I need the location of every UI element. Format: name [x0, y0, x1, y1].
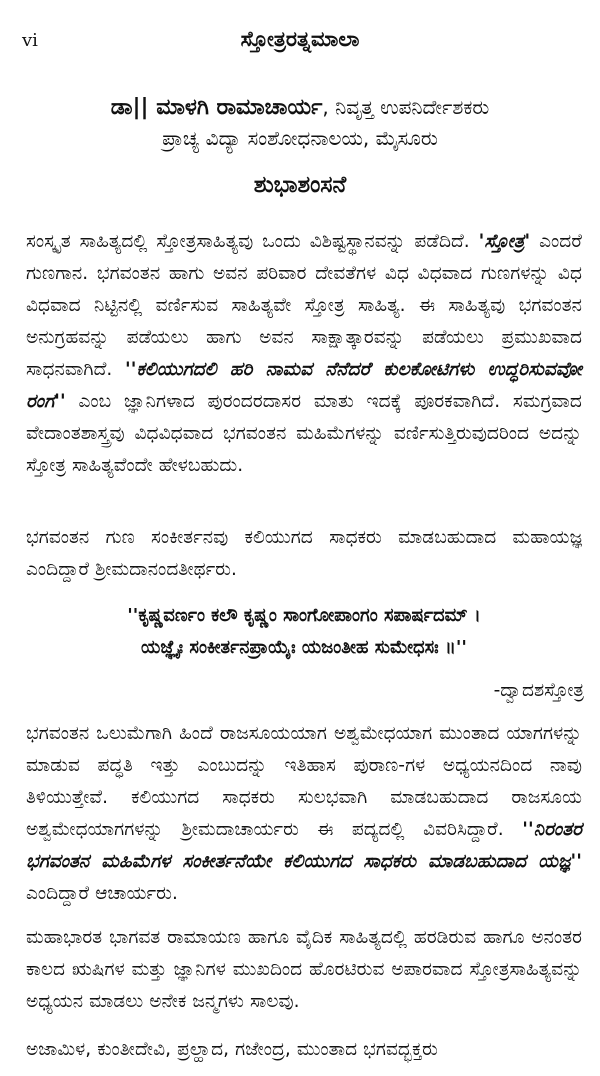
author-institution: ಪ್ರಾಚ್ಯ ವಿದ್ಯಾ ಸಂಶೋಧನಾಲಯ, ಮೈಸೂರು: [162, 126, 438, 150]
paragraph-1: [26, 226, 582, 482]
p1-emphasis-stotra: 'ಸ್ತೋತ್ರ': [478, 231, 531, 252]
paragraph-4: ಮಹಾಭಾರತ ಭಾಗವತ ರಾಮಾಯಣ ಹಾಗೂ ವೈದಿಕ ಸಾಹಿತ್ಯದಲ್ಲಿ ಹರಡಿರುವ ಹಾಗೂ ಅನಂತರ ಕಾಲದ ಋಷಿಗಳ ಮತ್ತು ಜ್ಞಾನಿಗಳ ಮುಖದಿಂದ ಹೊರಟಿರುವ ಅಪಾರವಾದ ಸ್ತೋತ್ರಸಾಹಿತ್ಯವನ್ನು ಅಧ್ಯಯನ ಮಾಡಲು ಅನೇಕ ಜನ್ಮಗಳು ಸಾಲವು.: [26, 927, 582, 1012]
author-designation: , ನಿವೃತ್ತ ಉಪನಿರ್ದೇಶಕರು: [322, 95, 490, 119]
p1-quote-purandaradasa: ''ಕಲಿಯುಗದಲಿ ಹರಿ ನಾಮವ ನೆನೆದರೆ ಕುಲಕೋಟಿಗಳು ಉದ್ಧರಿಸುವವೋ ರಂಗ'': [26, 359, 582, 412]
running-title: ಸ್ತೋತ್ರರತ್ನಮಾಲಾ: [240, 26, 360, 51]
p1-text-a: ಸಂಸ್ಕೃತ ಸಾಹಿತ್ಯದಲ್ಲಿ ಸ್ತೋತ್ರಸಾಹಿತ್ಯವು ಒಂದು ವಿಶಿಷ್ಟಸ್ಥಾನವನ್ನು ಪಡೆದಿದೆ.: [26, 231, 479, 252]
p1-text-c: ಎಂದರೆ ಗುಣಗಾನ. ಭಗವಂತನ ಹಾಗು ಅವನ ಪರಿವಾರ ದೇವತೆಗಳ ವಿಧ ವಿಧವಾದ ಗುಣಗಳನ್ನು ವಿಧ ವಿಧವಾದ ನಿಟ್ಟಿನಲ್ಲಿ ವರ್ಣಿಸುವ ಸಾಹಿತ್ಯವೇ ಸ್ತೋತ್ರ ಸಾಹಿತ್ಯ. ಈ ಸಾಹಿತ್ಯವು ಭಗವಂತನ ಅನುಗ್ರಹವನ್ನು ಪಡೆಯಲು ಹಾಗು ಅವನ ಸಾಕ್ಷಾತ್ಕಾರವನ್ನು ಪಡೆಯಲು ಪ್ರಮುಖವಾದ ಸಾಧನವಾಗಿದೆ.: [26, 231, 582, 380]
p1-text-e: ಎಂಬ ಜ್ಞಾನಿಗಳಾದ ಪುರಂದರದಾಸರ ಮಾತು ಇದಕ್ಕೆ ಪೂರಕವಾಗಿದೆ. ಸಮಗ್ರವಾದ ವೇದಾಂತಶಾಸ್ತ್ರವು ವಿಧವಿಧವಾದ ಭಗವಂತನ ಮಹಿಮೆಗಳನ್ನು ವರ್ಣಿಸುತ್ತಿರುವುದರಿಂದ ಅದನ್ನು ಸ್ತೋತ್ರ ಸಾಹಿತ್ಯವೆಂದೇ ಹೇಳಬಹುದು.: [26, 391, 582, 476]
running-header: [0, 26, 600, 56]
author-block: [0, 92, 600, 154]
verse-block: [40, 600, 568, 664]
p3-text-c: ಎಂದಿದ್ದಾರೆ ಆಚಾರ್ಯರು.: [26, 883, 178, 904]
verse-source: -ದ್ವಾದಶಸ್ತೋತ್ರ: [493, 680, 584, 701]
author-name: ಡಾ|| ಮಾಳಗಿ ರಾಮಾಚಾರ್ಯ: [110, 95, 323, 120]
author-line: [0, 92, 600, 123]
p3-quote: ''ನಿರಂತರ ಭಗವಂತನ ಮಹಿಮೆಗಳ ಸಂಕೀರ್ತನೆಯೇ ಕಲಿಯುಗದ ಸಾಧಕರು ಮಾಡಬಹುದಾದ ಯಜ್ಞ'': [26, 819, 582, 872]
paragraph-2: ಭಗವಂತನ ಗುಣ ಸಂಕೀರ್ತನವು ಕಲಿಯುಗದ ಸಾಧಕರು ಮಾಡಬಹುದಾದ ಮಹಾಯಜ್ಞ ಎಂದಿದ್ದಾರೆ ಶ್ರೀಮದಾನಂದತೀರ್ಥರು.: [26, 527, 582, 580]
p3-text-a: ಭಗವಂತನ ಒಲುಮೆಗಾಗಿ ಹಿಂದೆ ರಾಜಸೂಯಯಾಗ ಅಶ್ವಮೇಧಯಾಗ ಮುಂತಾದ ಯಾಗಗಳನ್ನು ಮಾಡುವ ಪದ್ಧತಿ ಇತ್ತು ಎಂಬುದನ್ನು ಇತಿಹಾಸ ಪುರಾಣ-ಗಳ ಅಧ್ಯಯನದಿಂದ ನಾವು ತಿಳಿಯುತ್ತೇವೆ. ಕಲಿಯುಗದ ಸಾಧಕರು ಸುಲಭವಾಗಿ ಮಾಡಬಹುದಾದ ರಾಜಸೂಯ ಅಶ್ವಮೇಧಯಾಗಗಳನ್ನು ಶ್ರೀಮದಾಚಾರ್ಯರು ಈ ಪದ್ಯದಲ್ಲಿ ವಿವರಿಸಿದ್ದಾರೆ.: [26, 723, 582, 840]
paragraph-3: [26, 718, 582, 910]
verse-line-1: ''ಕೃಷ್ಣವರ್ಣಂ ಕಲೌ ಕೃಷ್ಣಂ ಸಾಂಗೋಪಾಂಗಂ ಸಪಾರ್ಷದಮ್ ।: [127, 605, 481, 626]
section-heading: ಶುಭಾಶಂಸನೆ: [253, 172, 347, 198]
verse-line-2: ಯಜ್ಞೈಃ ಸಂಕೀರ್ತನಪ್ರಾಯೈಃ ಯಜಂತೀಹ ಸುಮೇಧಸಃ ॥'': [141, 637, 467, 658]
page-number: vi: [22, 30, 38, 51]
paragraph-5: ಅಜಾಮಿಳ, ಕುಂತೀದೇವಿ, ಪ್ರಲ್ಹಾದ, ಗಜೇಂದ್ರ, ಮುಂತಾದ ಭಗವದ್ಭಕ್ತರು: [26, 1039, 438, 1060]
